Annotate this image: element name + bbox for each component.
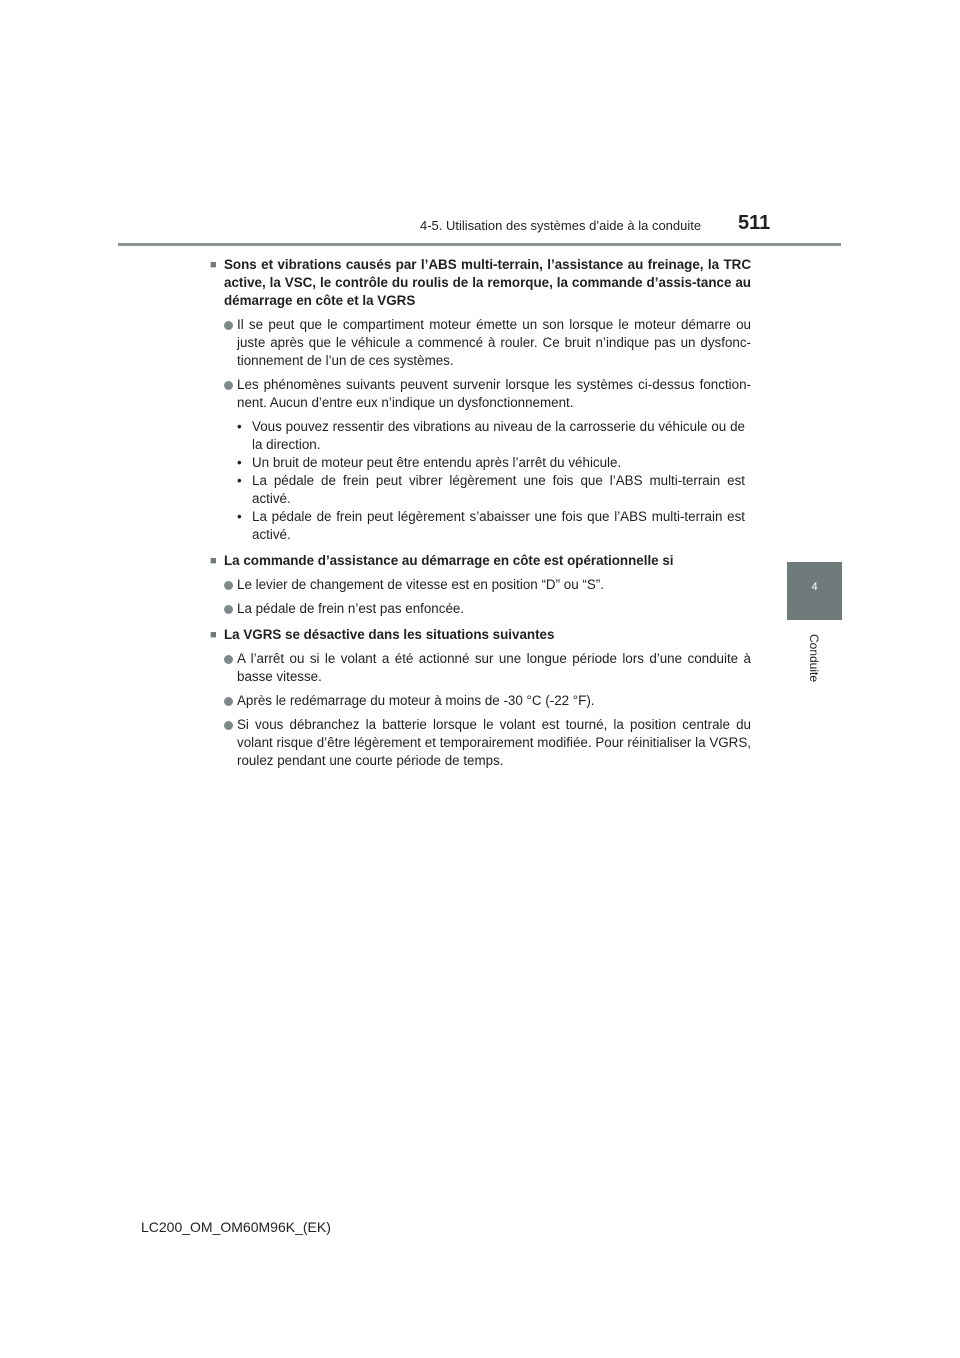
sub-list-item [237,508,751,544]
dot-bullet-icon: • [237,455,242,470]
page-number: 511 [738,212,771,234]
list-item-text: A l’arrêt ou si le volant a été actionné sur une longue période lors d’une conduite à basse vitesse. [237,651,751,684]
list-item-text: Les phénomènes suivants peuvent survenir lorsque les systèmes ci-dessus fonction-nent. Aucun d’entre eux n’indique un dysfonctionnement. [237,377,751,410]
section [210,626,751,770]
dot-bullet-icon: • [237,419,242,434]
chapter-tab-number: 4 [787,562,842,620]
list-item [210,600,751,618]
square-bullet-icon: ■ [210,555,217,567]
list-item-text: Si vous débranchez la batterie lorsque le volant est tourné, la position centrale du volant risque d’être légèrement et temporairement modifiée. Pour réinitialiser la VGRS, roulez pendant une courte période de temps. [237,717,751,768]
section [210,256,751,544]
list-item [210,716,751,770]
sub-list-item [237,454,751,472]
circle-bullet-icon [224,655,237,664]
circle-bullet-icon [224,581,237,590]
dot-bullet-icon: • [237,509,242,524]
section-heading: 4-5. Utilisation des systèmes d’aide à la conduite [420,218,702,233]
square-bullet-icon: ■ [210,259,217,271]
square-bullet-icon: ■ [210,629,217,641]
list-item-text: Il se peut que le compartiment moteur émette un son lorsque le moteur démarre ou juste après que le véhicule a commencé à rouler. Ce bruit n’indique pas un dysfonc-tionnement de l’un de ces systèmes. [237,317,751,368]
list-item [210,650,751,686]
sub-list-item [237,472,751,508]
list-item-text: Le levier de changement de vitesse est en position “D” ou “S”. [237,577,604,592]
sub-list-item-text: Vous pouvez ressentir des vibrations au niveau de la carrosserie du véhicule ou de la direction. [252,419,745,452]
sub-list [210,418,751,544]
sub-list-item [237,418,751,454]
section-header [210,552,751,570]
list-item-text: Après le redémarrage du moteur à moins de -30 °C (-22 °F). [237,693,595,708]
section-title: La commande d’assistance au démarrage en côte est opérationnelle si [224,553,674,568]
list-item [210,692,751,710]
section [210,552,751,618]
circle-bullet-icon [224,321,237,330]
document-code: LC200_OM_OM60M96K_(EK) [141,1219,331,1235]
sub-list-item-text: La pédale de frein peut vibrer légèrement une fois que l’ABS multi-terrain est activé. [252,473,745,506]
section-header [210,626,751,644]
dot-bullet-icon: • [237,473,242,488]
sub-list-item-text: La pédale de frein peut légèrement s’abaisser une fois que l’ABS multi-terrain est activé. [252,509,745,542]
section-title: Sons et vibrations causés par l’ABS multi-terrain, l’assistance au freinage, la TRC active, la VSC, le contrôle du roulis de la remorque, la commande d’assis-tance au démarrage en côte et la VGRS [224,257,751,308]
list-item [210,316,751,370]
list-item [210,376,751,412]
header-divider [118,243,841,246]
sub-list-item-text: Un bruit de moteur peut être entendu après l’arrêt du véhicule. [252,455,622,470]
circle-bullet-icon [224,721,237,730]
circle-bullet-icon [224,381,237,390]
chapter-tab-label [787,625,842,690]
section-header [210,256,751,310]
list-item-text: La pédale de frein n’est pas enfoncée. [237,601,465,616]
section-title: La VGRS se désactive dans les situations suivantes [224,627,555,642]
circle-bullet-icon [224,605,237,614]
list-item [210,576,751,594]
page-content [210,256,751,778]
chapter-tab-label-text: Conduite [807,633,822,682]
circle-bullet-icon [224,697,237,706]
